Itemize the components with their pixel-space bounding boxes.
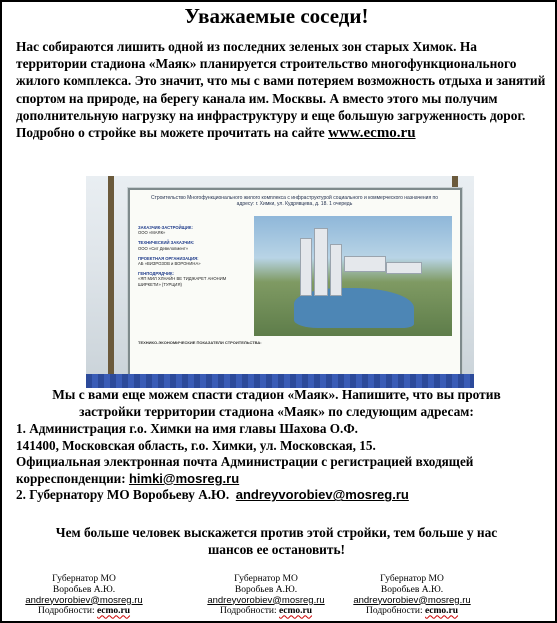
- card-email: andreyvorobiev@mosreg.ru: [25, 594, 143, 606]
- tear-off-cards: [0, 574, 553, 618]
- card-more-label: Подробности:: [37, 606, 95, 617]
- card-site: ecmo.ru: [97, 606, 131, 617]
- billboard-sections: [138, 220, 248, 287]
- website-link[interactable]: www.ecmo.ru: [328, 125, 416, 142]
- card-site: ecmo.ru: [279, 606, 313, 617]
- card-more-label: Подробности:: [219, 606, 277, 617]
- page-title: Уважаемые соседи!: [184, 4, 369, 28]
- card-title: Губернатор МО: [234, 574, 298, 584]
- section-heading: ТЕХНИЧЕСКИЙ ЗАКАЗЧИК:: [138, 240, 195, 246]
- section-body: «ЯП МИЛ ХЛНАЙН ВЕ ТИДЖАРЕТ АНОНИМ ШИРКЕТИ» (ТУРЦИЯ): [138, 276, 227, 287]
- tower-shape: [344, 256, 386, 272]
- address-1-title: 1. Администрация г.о. Химки на имя главы Шахова О.Ф.: [16, 421, 358, 436]
- canal-water: [294, 288, 414, 328]
- card-title: Губернатор МО: [52, 574, 116, 584]
- card-more-label: Подробности:: [365, 606, 423, 617]
- intro-text: Нас собираются лишить одной из последних зеленых зон старых Химок. На территории стадиона «Маяк» планируется строительство многофункционального жилого комплекса. Это значит, что мы с вами потеряем возможность отдыха и занятий спортом на природе, на берегу канала им. Москвы. А вместо этого мы получим дополнительную нагрузку на инфраструктуру и еще большую загруженность дорог. Подробно о стройке вы можете прочитать на сайте: [16, 39, 546, 141]
- address-1-postal: 141400, Московская область, г.о. Химки, ул. Московская, 15.: [16, 437, 376, 453]
- tower-shape: [300, 238, 312, 296]
- email-label: Официальная электронная почта Администрации с регистрацией входящей корреспонденции:: [16, 454, 474, 486]
- card-more: [332, 606, 492, 617]
- card-more: [186, 606, 346, 617]
- section-heading: ПРОЕКТНАЯ ОРГАНИЗАЦИЯ:: [138, 255, 199, 261]
- section-heading: ЗАКАЗЧИК-ЗАСТРОЙЩИК:: [138, 225, 193, 230]
- section-heading: ГЕНПОДРЯДЧИК:: [138, 271, 174, 277]
- governor-email-link[interactable]: andreyvorobiev@mosreg.ru: [235, 487, 409, 503]
- section-body: ООО «МАЯК»: [138, 230, 166, 236]
- closing-line: шансов ее остановить!: [207, 542, 346, 557]
- card-name: Воробьев А.Ю.: [52, 584, 116, 595]
- tower-shape: [386, 262, 422, 274]
- card-more: [4, 606, 164, 617]
- addresses-block: [16, 421, 546, 504]
- address-2-line: [16, 487, 546, 504]
- address-2-title: 2. Губернатору МО Воробьеву А.Ю.: [16, 487, 230, 503]
- card-email: andreyvorobiev@mosreg.ru: [353, 594, 471, 606]
- section-body: АБ «ВИЗРОЗОВ и ВОРОНИНА»: [138, 261, 201, 267]
- himki-email-link[interactable]: himki@mosreg.ru: [128, 470, 240, 486]
- card-title: Губернатор МО: [380, 574, 444, 584]
- appeal-text: [0, 386, 553, 420]
- appeal-line: Мы с вами еще можем спасти стадион «Маяк». Напишите, что вы против: [52, 387, 501, 402]
- footer-heading: ТЕХНИКО-ЭКОНОМИЧЕСКИЕ ПОКАЗАТЕЛИ СТРОИТЕЛЬСТВА:: [138, 340, 262, 345]
- tear-off-card[interactable]: [186, 574, 346, 617]
- tower-shape: [314, 228, 328, 296]
- fence-pole: [108, 176, 114, 388]
- tear-off-card[interactable]: [332, 574, 492, 617]
- card-name: Воробьев А.Ю.: [234, 584, 298, 595]
- card-email: andreyvorobiev@mosreg.ru: [207, 594, 325, 606]
- address-1-email-line: [16, 454, 546, 487]
- intro-paragraph: [16, 38, 546, 142]
- tower-shape: [330, 244, 342, 296]
- card-site: ecmo.ru: [425, 606, 459, 617]
- section-body: ООО «Сит Девелопмент»: [138, 245, 189, 251]
- billboard-heading: Строительство Многофункционального жилого комплекса с инфраструктурой социального и коммерческого назначения по адресу: г. Химки, ул. Кудрявцева, д. 18. 1 очередь: [150, 195, 439, 207]
- tear-off-card[interactable]: [4, 574, 164, 617]
- appeal-line: застройки территории стадиона «Маяк» по следующим адресам:: [79, 404, 474, 419]
- billboard-footer: [138, 340, 453, 345]
- closing-text: [0, 524, 553, 558]
- closing-line: Чем больше человек выскажется против этой стройки, тем больше у нас: [55, 525, 498, 540]
- construction-billboard-photo: [86, 176, 474, 388]
- card-name: Воробьев А.Ю.: [380, 584, 444, 595]
- billboard: [128, 188, 462, 382]
- architectural-render-image: [254, 216, 452, 336]
